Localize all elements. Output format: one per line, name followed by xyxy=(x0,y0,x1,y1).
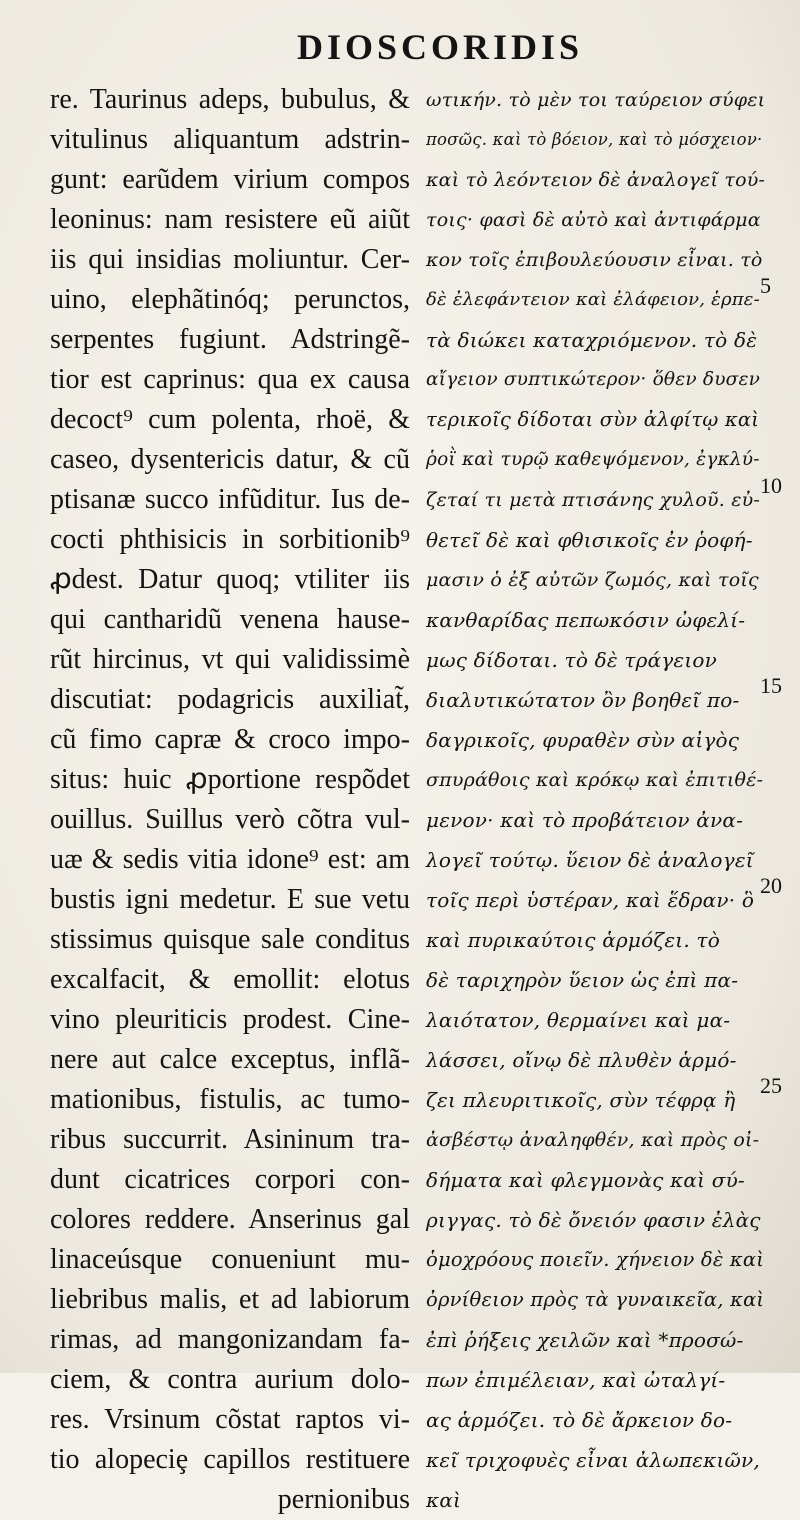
latin-column xyxy=(50,80,410,1520)
greek-text-line: καὶ πυρικαύτοις ἁρμόζει. τὸ xyxy=(426,928,720,952)
latin-text-line: rimas, ad mangonizandam fa- xyxy=(50,1324,410,1355)
latin-text-line: qui cantharidũ venena hause- xyxy=(50,604,410,635)
greek-text-line: θετεῖ δὲ καὶ φθισικοῖς ἐν ῥοφή- xyxy=(426,528,753,552)
greek-text-line: λάσσει, οἴνῳ δὲ πλυθὲν ἁρμό- xyxy=(426,1048,737,1072)
greek-text-line: ῥοῒ καὶ τυρῷ καθεψόμενον, ἐγκλύ- xyxy=(426,449,760,470)
greek-text-line: τοις· φασὶ δὲ αὐτὸ καὶ ἀντιφάρμα xyxy=(426,209,761,231)
greek-text-line: ποσῶς. καὶ τὸ βόειον, καὶ τὸ μόσχειον· xyxy=(426,130,763,149)
margin-number: 15 xyxy=(760,673,782,698)
latin-text-line: gunt: earũdem virium compos xyxy=(50,164,410,195)
latin-text-line: caseo, dysentericis datur, & cũ xyxy=(50,444,410,475)
latin-text-line: ciem, & contra aurium dolo- xyxy=(50,1364,410,1395)
margin-number: 10 xyxy=(760,473,782,498)
latin-text-line: ribus succurrit. Asininum tra- xyxy=(50,1124,410,1155)
latin-text-line: iis qui insidias moliuntur. Cer- xyxy=(50,244,410,275)
latin-text-line: liebribus malis, et ad labiorum xyxy=(50,1284,410,1315)
greek-text-line: ας ἁρμόζει. τὸ δὲ ἄρκειον δο- xyxy=(426,1408,733,1432)
greek-text-line: πων ἐπιμέλειαν, καὶ ὠταλγί- xyxy=(426,1368,726,1392)
greek-text-line: δὲ ταριχηρὸν ὕειον ὡς ἐπὶ πα- xyxy=(426,968,739,992)
latin-text-line: tio alopeciȩ capillos restituere xyxy=(50,1444,410,1475)
greek-text-line: μως δίδοται. τὸ δὲ τράγειον xyxy=(426,648,718,672)
greek-text-line: ἀσβέστῳ ἀναληφθέν, καὶ πρὸς οἰ- xyxy=(426,1129,760,1151)
greek-text-line: ὀρνίθειον πρὸς τὰ γυναικεῖα, καὶ xyxy=(426,1288,765,1311)
margin-number: 20 xyxy=(760,873,782,898)
margin-number: 25 xyxy=(760,1073,782,1098)
latin-text-line: uino, elephãtinóq; perunctos, xyxy=(50,284,410,315)
latin-text-line: nere aut calce exceptus, inflã- xyxy=(50,1044,410,1075)
greek-text-line: τοῖς περὶ ὑστέραν, καὶ ἕδραν· ὃ xyxy=(426,888,755,912)
latin-text-line: situs: huic ꝓportione respõdet xyxy=(50,764,410,795)
latin-text-line: stissimus quisque sale conditus xyxy=(50,924,410,955)
greek-text-line: τὰ διώκει καταχριόμενον. τὸ δὲ xyxy=(426,328,758,352)
latin-text-line: cocti phthisicis in sorbitionib⁹ xyxy=(50,524,410,555)
latin-text-line: dunt cicatrices corpori con- xyxy=(50,1164,410,1195)
latin-text-line: tior est caprinus: qua ex causa xyxy=(50,364,410,395)
greek-text-line: κον τοῖς ἐπιβουλεύουσιν εἶναι. τὸ xyxy=(426,249,763,271)
greek-text-line: κεῖ τριχοφυὲς εἶναι ἀλωπεκιῶν, xyxy=(426,1448,760,1472)
latin-text-line: vitulinus aliquantum adstrin- xyxy=(50,124,410,155)
greek-text-line: καὶ xyxy=(426,1488,462,1512)
greek-text-line: λαιότατον, θερμαίνει καὶ μα- xyxy=(426,1008,731,1032)
greek-text-line: μασιν ὁ ἐξ αὐτῶν ζωμός, καὶ τοῖς xyxy=(426,569,759,591)
greek-text-line: ὁμοχρόους ποιεῖν. χήνειον δὲ καὶ xyxy=(426,1248,765,1271)
greek-text-line: μενον· καὶ τὸ προβάτειον ἀνα- xyxy=(426,808,744,832)
latin-text-line: colores reddere. Anserinus gal xyxy=(50,1204,410,1235)
latin-text-line: uæ & sedis vitia idone⁹ est: am xyxy=(50,844,410,875)
greek-text-line: κανθαρίδας πεπωκόσιν ὠφελί- xyxy=(426,608,746,632)
greek-text-line: ριγγας. τὸ δὲ ὄνειόν φασιν ἐλὰς xyxy=(426,1208,761,1232)
greek-text-line: δήματα καὶ φλεγμονὰς καὶ σύ- xyxy=(426,1168,745,1192)
greek-text-line: διαλυτικώτατον ὂν βοηθεῖ πο- xyxy=(426,688,740,712)
greek-text-line: ωτικήν. τὸ μὲν τοι ταύρειον σύφει xyxy=(426,89,766,111)
greek-text-line: αἴγειον συπτικώτερον· ὅθεν δυσεν xyxy=(426,369,761,390)
latin-text-line: ptisanæ succo infũditur. Ius de- xyxy=(50,484,410,515)
latin-text-line: bustis igni medetur. E sue vetu xyxy=(50,884,410,915)
latin-text-line: leoninus: nam resistere eũ aiũt xyxy=(50,204,410,235)
latin-text-line: vino pleuriticis prodest. Cine- xyxy=(50,1004,410,1035)
greek-text-line: καὶ τὸ λεόντειον δὲ ἀναλογεῖ τού- xyxy=(426,169,766,191)
latin-text-line: serpentes fugiunt. Adstringẽ- xyxy=(50,324,410,355)
running-head: DIOSCORIDIS xyxy=(296,27,584,67)
greek-text-line: ζει πλευριτικοῖς, σὺν τέφρᾳ ἢ xyxy=(426,1088,736,1112)
latin-text-line: ꝓdest. Datur quoq; vtiliter iis xyxy=(50,564,410,595)
latin-text-line: re. Taurinus adeps, bubulus, & xyxy=(50,84,410,115)
greek-text-line: ζεταί τι μετὰ πτισάνης χυλοῦ. εὐ- xyxy=(426,489,761,511)
greek-text-line: σπυράθοις καὶ κρόκῳ καὶ ἐπιτιθέ- xyxy=(426,769,764,791)
latin-text-line: res. Vrsinum cõstat raptos vi- xyxy=(50,1404,410,1435)
latin-text-line: linaceúsque conueniunt mu- xyxy=(50,1244,410,1275)
greek-text-line: δὲ ἐλεφάντειον καὶ ἐλάφειον, ἑρπε- xyxy=(426,289,760,310)
latin-text-line: discutiat: podagricis auxiliat̃, xyxy=(50,684,410,715)
latin-text-line: cũ fimo capræ & croco impo- xyxy=(50,724,410,755)
latin-text-line: rũt hircinus, vt qui validissimè xyxy=(50,644,410,675)
margin-number: 5 xyxy=(760,273,771,298)
latin-text-line: excalfacit, & emollit: elotus xyxy=(50,964,410,995)
latin-text-line: pernionibus xyxy=(277,1484,410,1515)
latin-text-line: ouillus. Suillus verò cõtra vul- xyxy=(50,804,410,835)
greek-column xyxy=(426,80,766,1520)
greek-text-line: λογεῖ τούτῳ. ὕειον δὲ ἀναλογεῖ xyxy=(426,848,754,872)
greek-text-line: δαγρικοῖς, φυραθὲν σὺν αἰγὸς xyxy=(426,728,740,752)
greek-text-line: ἐπὶ ῥήξεις χειλῶν καὶ *προσώ- xyxy=(426,1328,744,1352)
greek-text-line: τερικοῖς δίδοται σὺν ἀλφίτῳ καὶ xyxy=(426,408,760,431)
latin-text-line: mationibus, fistulis, ac tumo- xyxy=(50,1084,410,1115)
latin-text-line: decoct⁹ cum polenta, rhoë, & xyxy=(50,404,410,435)
